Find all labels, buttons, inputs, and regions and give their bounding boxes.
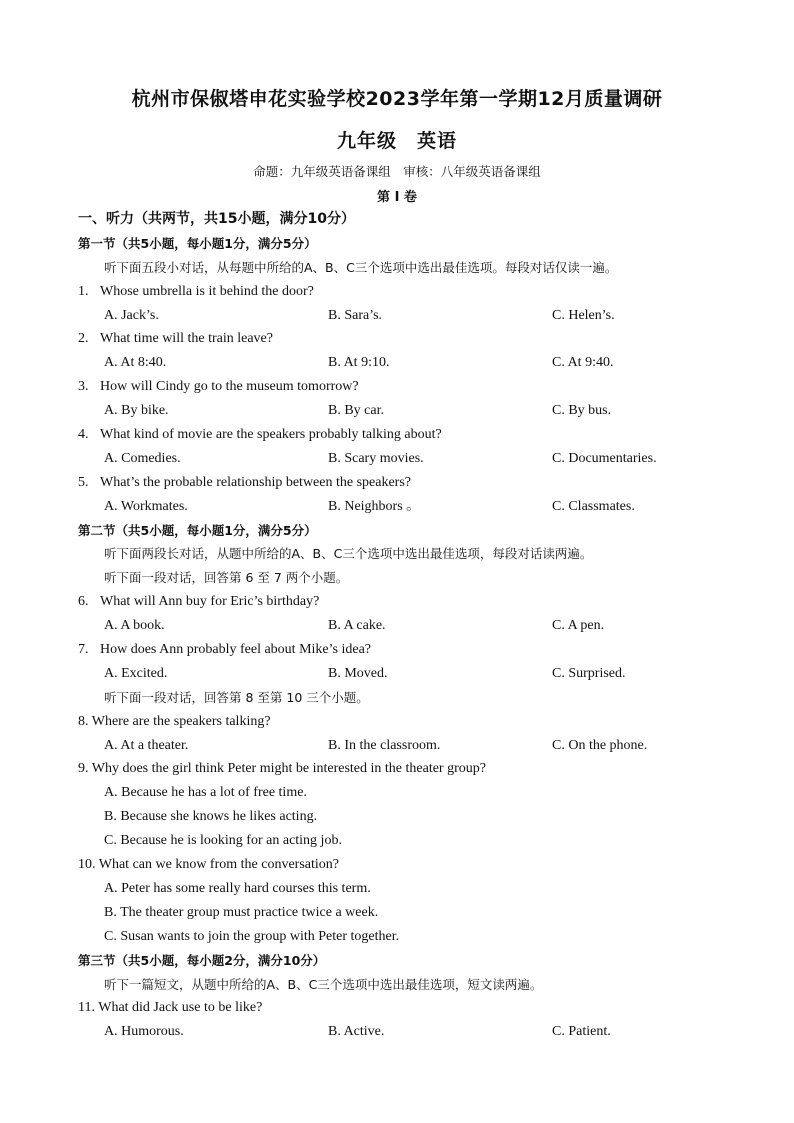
question-text: What will Ann buy for Eric’s birthday?: [100, 594, 320, 610]
question-8-options: [78, 734, 738, 758]
question-11: 11. What did Jack use to be like?: [78, 1000, 263, 1016]
option-b: B. The theater group must practice twice a week.: [104, 904, 379, 920]
question-4: [78, 423, 738, 447]
option-b: B. Scary movies.: [328, 450, 424, 466]
part2-sub-instruction-1: 听下面一段对话，回答第 6 至 7 两个小题。: [104, 570, 349, 586]
option-a: A. Because he has a lot of free time.: [104, 785, 307, 801]
question-1: [78, 280, 738, 304]
exam-subtitle: 九年级 英语: [336, 130, 457, 152]
question-text: How will Cindy go to the museum tomorrow?: [100, 379, 359, 395]
question-text: What’s the probable relationship between the speakers?: [100, 474, 411, 490]
option-a: A. Workmates.: [104, 498, 188, 514]
volume-label: 第 I 卷: [377, 190, 417, 205]
option-b: B. Active.: [328, 1024, 385, 1040]
question-number: 7.: [78, 642, 89, 658]
option-c: C. Helen’s.: [552, 307, 615, 323]
option-c: C. Surprised.: [552, 665, 626, 681]
part3-instruction: 听下一篇短文，从题中所给的A、B、C三个选项中选出最佳选项，短文读两遍。: [104, 976, 543, 992]
question-number: 1.: [78, 283, 89, 299]
part2-instruction: 听下面两段长对话，从题中所给的A、B、C三个选项中选出最佳选项，每段对话读两遍。: [104, 546, 593, 562]
exam-title: 杭州市保俶塔申花实验学校2023学年第一学期12月质量调研: [131, 88, 663, 110]
part2-sub-instruction-2: 听下面一段对话，回答第 8 至第 10 三个小题。: [104, 689, 369, 705]
option-c: C. By bus.: [552, 403, 612, 419]
option-b: B. Sara’s.: [328, 307, 383, 323]
option-b: B. Neighbors 。: [328, 498, 421, 514]
part3-heading: 第三节（共5小题，每小题2分，满分10分）: [78, 952, 326, 968]
question-6: [78, 590, 738, 614]
option-b: B. By car.: [328, 403, 384, 419]
question-6-options: [78, 614, 738, 638]
option-a: A. Jack’s.: [104, 307, 159, 323]
exam-content: [78, 208, 738, 1044]
question-5-options: [78, 495, 738, 519]
option-b: B. Moved.: [328, 665, 388, 681]
option-c: C. Because he is looking for an acting job.: [104, 833, 342, 849]
option-a: A. By bike.: [104, 403, 169, 419]
option-b: B. A cake.: [328, 618, 386, 634]
question-7: [78, 638, 738, 662]
option-b: B. In the classroom.: [328, 737, 441, 753]
part1-heading: 第一节（共5小题，每小题1分，满分5分）: [78, 235, 317, 251]
question-3: [78, 375, 738, 399]
exam-authors: 命题：九年级英语备课组 审核：八年级英语备课组: [253, 164, 541, 179]
question-10: 10. What can we know from the conversation?: [78, 857, 339, 873]
option-a: A. Excited.: [104, 665, 168, 681]
option-a: A. Comedies.: [104, 450, 181, 466]
option-a: A. At 8:40.: [104, 355, 167, 371]
question-2-options: [78, 351, 738, 375]
option-b: B. Because she knows he likes acting.: [104, 809, 318, 825]
question-number: 3.: [78, 379, 89, 395]
question-number: 4.: [78, 427, 89, 443]
option-c: C. Documentaries.: [552, 450, 657, 466]
option-c: C. Patient.: [552, 1024, 611, 1040]
question-11-options: [78, 1020, 738, 1044]
option-c: C. Susan wants to join the group with Peter together.: [104, 928, 400, 944]
question-9: 9. Why does the girl think Peter might be interested in the theater group?: [78, 761, 486, 777]
option-a: A. At a theater.: [104, 737, 189, 753]
section-heading: 一、听力（共两节，共15小题，满分10分）: [78, 211, 355, 227]
question-5: [78, 471, 738, 495]
option-c: C. On the phone.: [552, 737, 648, 753]
option-a: A. Humorous.: [104, 1024, 184, 1040]
question-number: 2.: [78, 331, 89, 347]
question-text: What time will the train leave?: [100, 331, 273, 347]
question-7-options: [78, 662, 738, 686]
question-text: How does Ann probably feel about Mike’s idea?: [100, 642, 371, 658]
question-4-options: [78, 447, 738, 471]
option-b: B. At 9:10.: [328, 355, 390, 371]
question-1-options: [78, 304, 738, 328]
question-text: What kind of movie are the speakers probably talking about?: [100, 427, 442, 443]
question-number: 6.: [78, 594, 89, 610]
option-a: A. A book.: [104, 618, 165, 634]
question-2: [78, 327, 738, 351]
question-3-options: [78, 399, 738, 423]
option-c: C. A pen.: [552, 618, 605, 634]
question-number: 5.: [78, 474, 89, 490]
option-c: C. Classmates.: [552, 498, 635, 514]
question-8: 8. Where are the speakers talking?: [78, 713, 271, 729]
option-c: C. At 9:40.: [552, 355, 614, 371]
question-text: Whose umbrella is it behind the door?: [100, 283, 314, 299]
part1-instruction: 听下面五段小对话，从每题中所给的A、B、C三个选项中选出最佳选项。每段对话仅读一遍。: [104, 259, 618, 275]
part2-heading: 第二节（共5小题，每小题1分，满分5分）: [78, 522, 317, 538]
option-a: A. Peter has some really hard courses this term.: [104, 880, 371, 896]
